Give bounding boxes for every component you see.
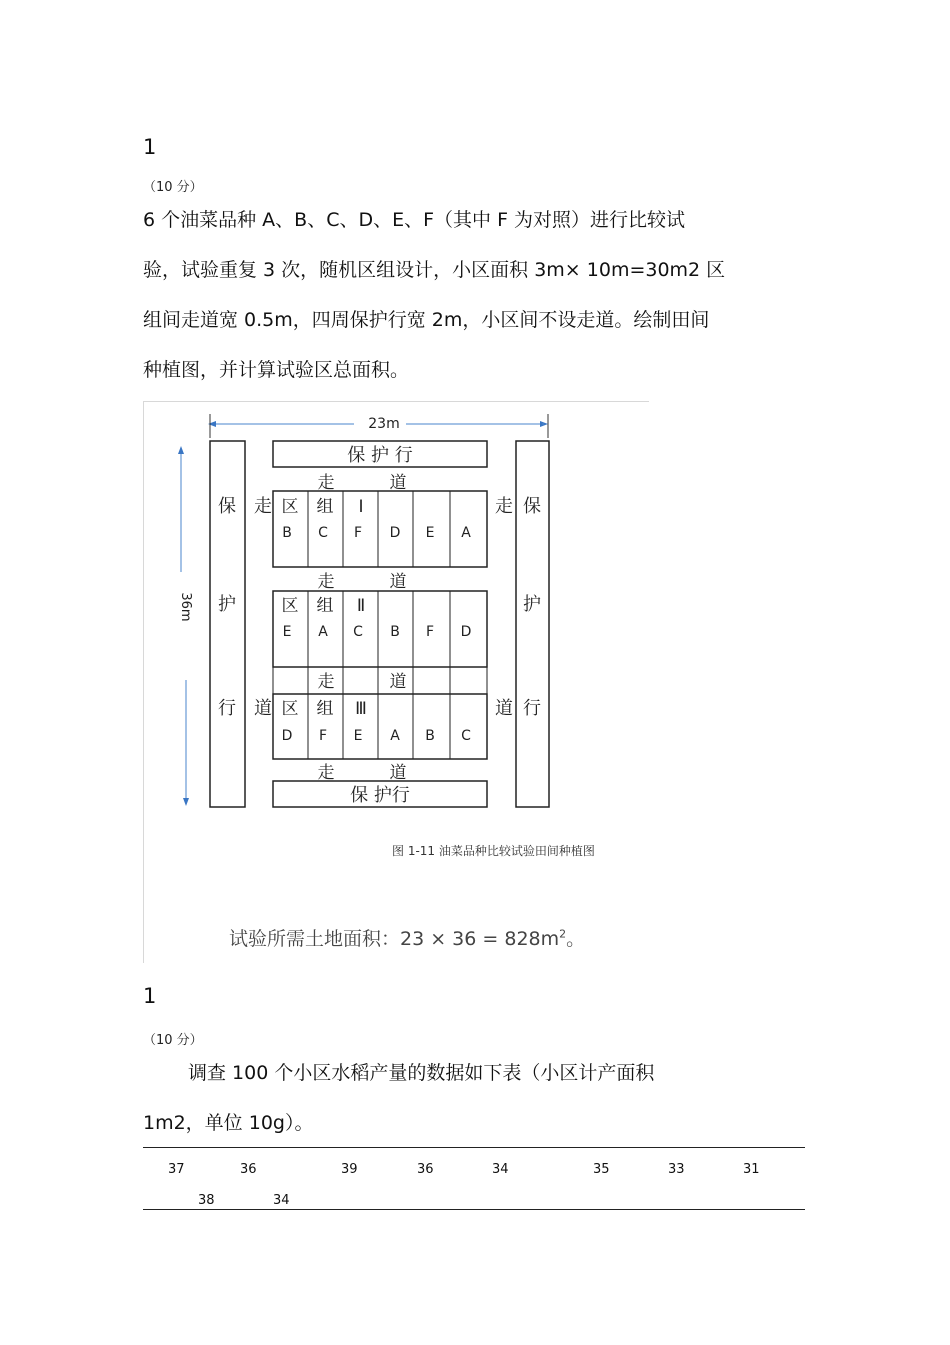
question-1-line-3: 组间走道宽 0.5m，四周保护行宽 2m，小区间不设走道。绘制田间 — [143, 309, 710, 331]
block-3-plot-1: D — [281, 728, 293, 744]
block-2-plot-2: A — [318, 624, 328, 640]
block-1-plot-3: F — [353, 525, 363, 541]
guard-top-label: 保 护 行 — [347, 445, 413, 466]
block-3-plot-5: B — [425, 728, 435, 744]
guard-left-char-1: 保 — [218, 496, 236, 517]
question-2-line-2: 1m2，单位 10g）。 — [143, 1112, 314, 1134]
block-1-label-3: Ⅰ — [358, 497, 364, 517]
height-label: 36m — [178, 592, 193, 622]
figure-caption: 图 1-11 油菜品种比较试验田间种植图 — [392, 844, 595, 858]
field-layout-diagram — [144, 402, 649, 963]
question-2-number: 1 — [143, 984, 157, 1008]
side-walkway-left-1: 走 — [254, 496, 272, 517]
width-label: 23m — [368, 416, 400, 432]
block-2 — [273, 591, 487, 667]
walkway-2-char-1: 走 — [317, 572, 335, 592]
walkway-4-char-1: 走 — [317, 763, 335, 783]
question-1-score: （10 分） — [143, 180, 203, 195]
table-row-1-cell-3: 39 — [341, 1162, 358, 1177]
walkway-4-char-2: 道 — [389, 763, 407, 783]
block-3-plot-3: E — [353, 728, 363, 744]
guard-right-char-2: 护 — [523, 594, 541, 615]
block-1-label-2: 组 — [316, 497, 334, 517]
block-2-plot-6: D — [460, 624, 472, 640]
block-2-label-3: Ⅱ — [356, 596, 366, 616]
walkway-1-char-2: 道 — [389, 473, 407, 493]
question-2-line-1: 调查 100 个小区水稻产量的数据如下表（小区计产面积 — [188, 1062, 655, 1084]
guard-right-char-3: 行 — [523, 698, 541, 719]
block-3 — [273, 694, 487, 759]
area-result-sup: 2 — [559, 927, 567, 941]
block-1-plot-1: B — [282, 525, 292, 541]
table-row-1-cell-4: 36 — [417, 1162, 434, 1177]
block-3-plot-6: C — [461, 728, 471, 744]
table-row-1-cell-1: 37 — [168, 1162, 185, 1177]
block-1-plot-5: E — [425, 525, 435, 541]
block-1-plot-4: D — [389, 525, 401, 541]
table-row-2-cell-1: 38 — [198, 1193, 215, 1208]
area-result — [229, 924, 585, 951]
side-walkway-left-2: 道 — [254, 698, 272, 719]
guard-right-char-1: 保 — [523, 496, 541, 517]
guard-bottom-label: 保 护行 — [350, 785, 410, 806]
area-result-text: 试验所需土地面积：23 × 36 = 828m — [229, 928, 560, 950]
walkway-1-char-1: 走 — [317, 473, 335, 493]
area-result-end: 。 — [566, 928, 586, 950]
block-2-plot-5: F — [425, 624, 435, 640]
block-3-plot-2: F — [318, 728, 328, 744]
walkway-2-char-2: 道 — [389, 572, 407, 592]
guard-left-char-2: 护 — [218, 594, 236, 615]
question-1-line-4: 种植图，并计算试验区总面积。 — [143, 359, 410, 381]
block-3-label-3: Ⅲ — [355, 699, 367, 719]
walkway-3-strip — [273, 667, 487, 694]
table-row-2-cell-2: 34 — [273, 1193, 290, 1208]
table-row-1-cell-6: 35 — [593, 1162, 610, 1177]
block-2-label-2: 组 — [316, 596, 334, 616]
block-2-plot-4: B — [390, 624, 400, 640]
guard-left-char-3: 行 — [218, 698, 236, 719]
block-3-label-2: 组 — [316, 699, 334, 719]
table-row-1-cell-7: 33 — [668, 1162, 685, 1177]
side-walkway-right-1: 走 — [495, 496, 513, 517]
field-layout-figure — [143, 401, 649, 963]
table-top-rule — [143, 1147, 805, 1148]
walkway-3-char-1: 走 — [317, 672, 335, 692]
block-2-label-1: 区 — [281, 596, 299, 616]
question-1-number: 1 — [143, 135, 157, 159]
block-2-plot-1: E — [282, 624, 292, 640]
block-1 — [273, 491, 487, 567]
table-row-1-cell-8: 31 — [743, 1162, 760, 1177]
block-3-label-1: 区 — [281, 699, 299, 719]
side-walkway-right-2: 道 — [495, 698, 513, 719]
block-1-label-1: 区 — [281, 497, 299, 517]
walkway-3-char-2: 道 — [389, 672, 407, 692]
question-2-score: （10 分） — [143, 1033, 203, 1048]
block-2-plot-3: C — [353, 624, 363, 640]
table-row-1-cell-5: 34 — [492, 1162, 509, 1177]
block-1-plot-6: A — [461, 525, 471, 541]
block-1-plot-2: C — [318, 525, 328, 541]
block-3-plot-4: A — [390, 728, 400, 744]
table-row-1-cell-2: 36 — [240, 1162, 257, 1177]
question-1-line-1: 6 个油菜品种 A、B、C、D、E、F（其中 F 为对照）进行比较试 — [143, 209, 686, 231]
question-1-line-2: 验，试验重复 3 次，随机区组设计，小区面积 3m× 10m=30m2 区 — [143, 259, 726, 281]
table-bottom-rule — [143, 1209, 805, 1210]
